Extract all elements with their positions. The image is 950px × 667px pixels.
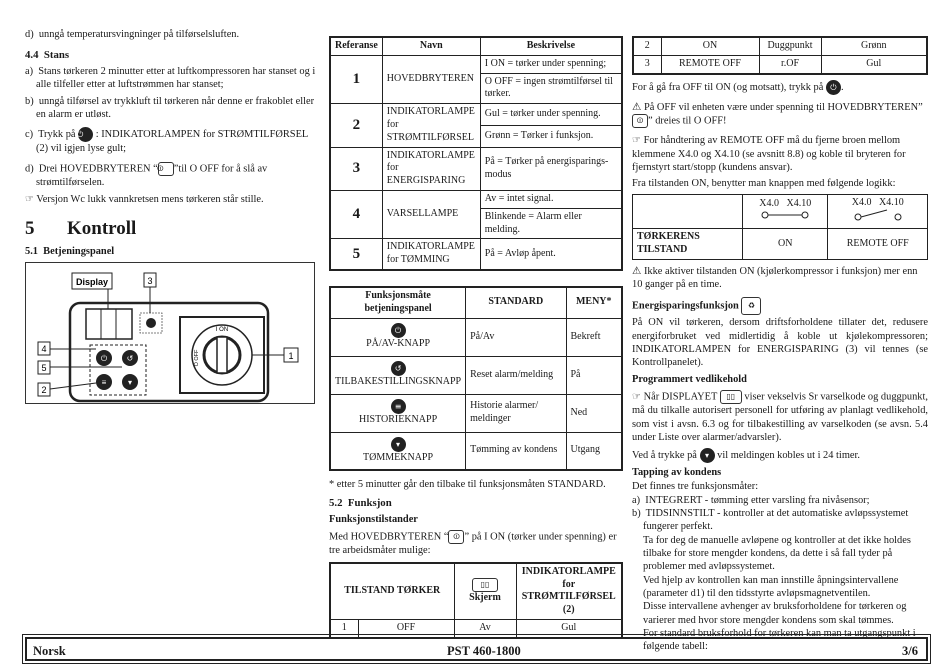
function-intro-text: Med HOVEDBRYTEREN “ <box>329 531 449 543</box>
drain-item-a: a) INTEGRERT - tømming etter varsling fra nivåsensor; <box>632 494 870 506</box>
switch-off-label: O OFF <box>194 350 200 367</box>
display-icon: ▯▯ <box>720 390 742 404</box>
stop-item-d-text2: ”til O OFF for å slå av strømtilførselen. <box>36 163 268 188</box>
state-1-screen: Av <box>454 619 516 637</box>
section-5-title <box>25 217 321 241</box>
display-icon: ▯▯ <box>472 578 498 592</box>
stop-item-c <box>25 127 321 155</box>
switch-open-x40: X4.0 <box>851 196 872 208</box>
scheduled-maintenance-text <box>632 390 928 444</box>
desc-1b: O OFF = ingen strømtilførsel til tørker. <box>480 73 622 104</box>
ref-4: 4 <box>330 190 382 238</box>
name-4: VARSELLAMPE <box>382 190 480 238</box>
mode-4-menu: Utgang <box>566 432 622 470</box>
remote-off-text <box>632 134 928 174</box>
warning-off <box>632 101 928 128</box>
item-temperature: d) unngå temperatursvingninger på tilførselsluften. <box>25 29 240 40</box>
section-4-4-title: 4.4 Stans <box>25 49 70 62</box>
svg-text:⏻: ⏻ <box>100 354 108 364</box>
warning-off-text: På OFF vil enheten være under spenning til HOVEDBRYTEREN” <box>643 101 923 113</box>
section-5-number: 5 <box>25 217 35 239</box>
state-table <box>329 562 623 639</box>
switch-on-label: I ON <box>215 327 229 334</box>
warning-off-text2: ” dreies til O OFF! <box>648 115 727 127</box>
mode-1-menu: Bekreft <box>566 318 622 356</box>
svg-text:↺: ↺ <box>126 354 134 364</box>
state-2-lamp: Grønn <box>821 37 927 55</box>
mode-4-standard: Tømming av kondens <box>466 432 566 470</box>
section-5-2-title: 5.2 Funksjon <box>329 497 392 510</box>
ref-5: 5 <box>330 239 382 270</box>
energy-saving-text: På ON vil tørkeren, dersom driftsforholdene tillater det, redusere energiforbruket ved midlertidig å koble ut kjølekompressoren; INDIKATORLAMPEN for ENERGISPARING (3) vil tennes (se Kontrollpanelet). <box>632 317 928 369</box>
switch-open-cell <box>828 194 928 229</box>
pointing-hand-icon: ☞ <box>632 134 641 146</box>
mode-4-name: TØMMEKNAPP <box>363 451 434 463</box>
state-3-num: 3 <box>633 55 661 73</box>
switch-closed-symbol <box>760 210 810 220</box>
stop-item-c-text: c) Trykk på <box>25 129 76 141</box>
power-button-icon: ⏻ <box>826 80 841 95</box>
dryer-state-remote-off: REMOTE OFF <box>828 229 928 260</box>
section-5-1-title: 5.1 Betjeningspanel <box>25 246 115 258</box>
switch-closed-x40: X4.0 <box>759 197 779 209</box>
drain-item-b: b) TIDSINNSTILT - kontroller at det automatiske avløpssystemet fungerer perfekt. <box>632 508 909 533</box>
state-2-name: ON <box>661 37 759 55</box>
mode-1-name: PÅ/AV-KNAPP <box>366 338 431 350</box>
drain-para-2: Ved hjelp av kontrollen kan man innstille åpningsintervallene (parameter d1) til den tidsstyrte avløpsmagnetventilen. <box>643 574 899 599</box>
switch-closed-cell <box>743 194 828 229</box>
ref-header: Referanse <box>330 37 382 55</box>
control-panel-figure <box>25 262 315 404</box>
dryer-state-on: ON <box>743 229 828 260</box>
drain-para-1: Ta for deg de manuelle avløpene og kontroller at det ikke holdes tilbake for store mengder kondens, da dette i så fall tyder på problemer med avløpssystemet. <box>643 534 911 573</box>
desc-2b: Grønn = Tørker i funksjon. <box>480 125 622 147</box>
name-1: HOVEDBRYTEREN <box>382 55 480 103</box>
ref-2: 2 <box>330 104 382 147</box>
desc-1a: I ON = tørker under spenning; <box>480 55 622 73</box>
warning-icon: ⚠ <box>632 100 642 113</box>
dryer-state-label: TØRKERENS TILSTAND <box>633 229 743 260</box>
maintenance-text-b: viser vekselvis Sr varselkode og duggpunkt, må du tilkalle autorisert personell for utføring av planlagt vedlikehold, som vist i avsn. 6.3 og for tilbakestilling av varselkoden (se avsn. 5.4 under Liste over alarmer/advarsler). <box>632 391 928 443</box>
drain-title: Tapping av kondens <box>632 467 722 479</box>
lamp-header: INDIKATORLAMPE for STRØMTILFØRSEL (2) <box>516 563 622 620</box>
display-label: Display <box>75 277 109 288</box>
switch-closed-x410: X4.10 <box>786 197 812 209</box>
maintenance-text-a: Når DISPLAYET <box>643 391 718 403</box>
state-2-num: 2 <box>633 37 661 55</box>
desc-2a: Gul = tørker under spenning. <box>480 104 622 126</box>
mode-3-name: HISTORIEKNAPP <box>358 414 438 426</box>
state-1-lamp: Gul <box>516 619 622 637</box>
control-panel-diagram <box>26 263 316 405</box>
callout-2: 2 <box>41 385 47 396</box>
power-button-icon: ⏻ <box>78 127 93 142</box>
stop-item-a: a) Stans tørkeren 2 minutter etter at luftkompressoren har stanset og i alle tilfeller etter at luftstrømmen har stanset; <box>25 66 316 91</box>
function-intro <box>329 530 623 557</box>
state-header: TILSTAND TØRKER <box>330 563 454 620</box>
callout-5: 5 <box>41 363 47 374</box>
off-to-on-text-a: For å gå fra OFF til ON (og motsatt), trykk på <box>632 81 824 93</box>
footer-model: PST 460-1800 <box>447 644 521 658</box>
footer-language: Norsk <box>33 644 66 658</box>
pointing-hand-icon: ☞ <box>25 194 34 205</box>
drain-para-3: Disse intervallene avhenger av bruksforholdene for tørkeren og varierer med hvor store mengder kondens som skal tømmes. <box>643 601 907 626</box>
footer-page-number: 3/6 <box>902 644 918 658</box>
name-3: INDIKATORLAMPE for ENERGISPARING <box>382 147 480 190</box>
warning-on-limit <box>632 265 928 292</box>
callout-3: 3 <box>147 276 153 287</box>
off-to-on-text <box>632 80 928 95</box>
stop-item-b: b) unngå tilførsel av trykkluft til tørkeren når denne er frakoblet eller en alarm er utløst. <box>25 95 315 121</box>
page-footer <box>25 637 928 661</box>
history-button-icon: ≡ <box>391 399 406 414</box>
column-middle <box>329 36 623 639</box>
ref-3: 3 <box>330 147 382 190</box>
drain-button-icon: ▾ <box>700 448 715 463</box>
off-to-on-text-b: . <box>840 81 844 93</box>
press-drain-text <box>632 448 928 463</box>
reference-table <box>329 36 623 271</box>
section-5-name: Kontroll <box>67 217 137 239</box>
callout-1: 1 <box>288 351 294 362</box>
stop-item-d-text: d) Drei HOVEDBRYTEREN “ <box>25 163 158 175</box>
function-states-title: Funksjonstilstander <box>329 514 418 526</box>
switch-logic-table <box>632 194 928 260</box>
desc-4a: Av = intet signal. <box>480 190 622 208</box>
scheduled-maintenance-title: Programmert vedlikehold <box>632 373 747 385</box>
drain-button-icon: ▾ <box>391 437 406 452</box>
energy-saving-title-text: Energisparingsfunksjon <box>632 300 739 312</box>
drain-para-4: For standard bruksforhold for tørkeren kan man ta utgangspunkt i følgende tabell: <box>643 627 916 653</box>
name-5: INDIKATORLAMPE for TØMMING <box>382 239 480 270</box>
ref-1: 1 <box>330 55 382 103</box>
note-text: Versjon Wc lukk vannkretsen mens tørkeren står stille. <box>36 194 264 205</box>
name-header: Navn <box>382 37 480 55</box>
main-switch-icon: ⏼ <box>158 162 174 176</box>
state-1-num: 1 <box>330 619 358 637</box>
main-switch-icon: ⏼ <box>448 530 464 544</box>
callout-4: 4 <box>41 344 47 355</box>
press-text-a: Ved å trykke på <box>632 450 697 462</box>
state-2-screen: Duggpunkt <box>759 37 821 55</box>
energy-saving-icon: ♻ <box>741 297 761 315</box>
mode-header-standard: STANDARD <box>466 287 566 318</box>
function-intro-text2: ” på I ON (tørker under spenning) er tre arbeidsmåter mulige: <box>329 531 617 557</box>
power-button-icon: ⏻ <box>391 323 406 338</box>
switch-open-x410: X4.10 <box>878 196 904 208</box>
svg-text:≡: ≡ <box>101 378 107 388</box>
stop-item-d <box>25 162 321 189</box>
drain-intro: Det finnes tre funksjonsmåter: <box>632 481 759 493</box>
name-2: INDIKATORLAMPE for STRØMTILFØRSEL <box>382 104 480 147</box>
pointing-hand-icon: ☞ <box>632 391 641 403</box>
desc-header: Beskrivelse <box>480 37 622 55</box>
remote-off-body: For håndtering av REMOTE OFF må du fjerne broen mellom klemmene X4.0 og X4.10 (se avsnitt 8.8) og koble til bryteren for fjernstyrt start/stopp (kundens ansvar). <box>632 134 906 174</box>
state-3-screen: r.OF <box>759 55 821 73</box>
remote-logic-text: Fra tilstanden ON, benytter man knappen med følgende logikk: <box>632 178 896 190</box>
warning-on-limit-text: Ikke aktiver tilstanden ON (kjølerkompressor i funksjon) mer enn 10 ganger på en time. <box>632 265 918 291</box>
state-3-name: REMOTE OFF <box>661 55 759 73</box>
stop-item-c-text2: : INDIKATORLAMPEN for STRØMTILFØRSEL (2) vil igjen lyse gult; <box>36 129 308 155</box>
screen-header-cell <box>454 563 516 620</box>
mode-2-menu: På <box>566 356 622 394</box>
column-right <box>632 36 928 654</box>
desc-4b: Blinkende = Alarm eller melding. <box>480 208 622 239</box>
screen-header: Skjerm <box>469 592 501 604</box>
state-1-name: OFF <box>358 619 454 637</box>
mode-3-menu: Ned <box>566 394 622 432</box>
mode-1-standard: På/Av <box>466 318 566 356</box>
press-text-b: vil meldingen kobles ut i 24 timer. <box>717 450 860 462</box>
reset-button-icon: ↺ <box>391 361 406 376</box>
switch-open-symbol <box>853 209 903 221</box>
mode-table <box>329 286 623 471</box>
footnote: * etter 5 minutter går den tilbake til funksjonsmåten STANDARD. <box>329 479 606 491</box>
state-3-lamp: Gul <box>821 55 927 73</box>
desc-5a: På = Avløp åpent. <box>480 239 622 270</box>
note-water-circuit <box>25 193 321 207</box>
mode-2-standard: Reset alarm/melding <box>466 356 566 394</box>
mode-3-standard: Historie alarmer/ meldinger <box>466 394 566 432</box>
main-switch-icon: ⏼ <box>632 114 648 128</box>
column-left <box>25 28 321 404</box>
desc-3a: På = Tørker på energisparings-modus <box>480 147 622 190</box>
state-table-continued <box>632 36 928 75</box>
mode-2-name: TILBAKESTILLINGSKNAPP <box>335 376 462 388</box>
mode-header-menu: MENY* <box>566 287 622 318</box>
energy-saving-title <box>632 297 928 315</box>
warning-icon: ⚠ <box>632 264 642 277</box>
mode-header-name: Funksjonsmåte betjeningspanel <box>330 287 466 318</box>
svg-text:▾: ▾ <box>127 378 133 388</box>
